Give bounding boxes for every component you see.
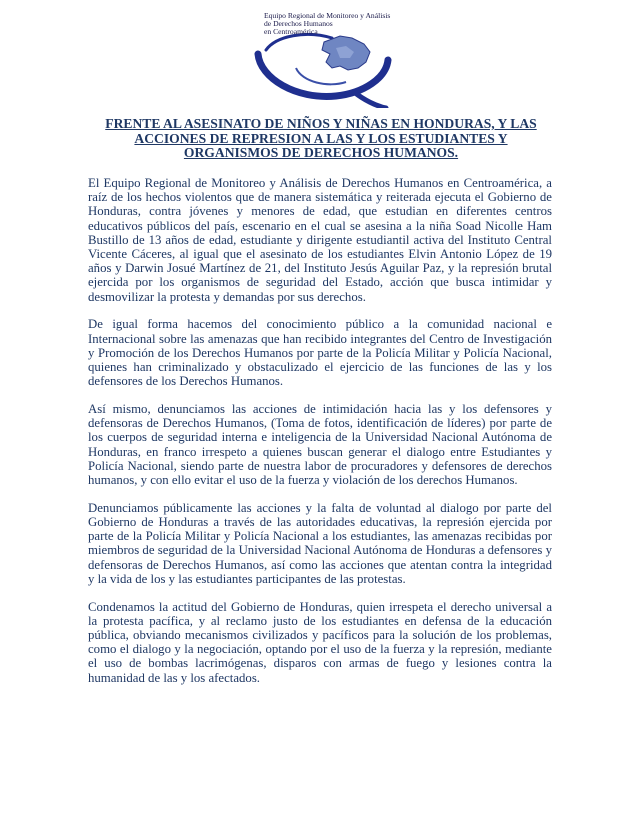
logo-text-line: Equipo Regional de Monitoreo y Análisis [264, 11, 391, 20]
document-body [88, 176, 552, 698]
organization-logo [236, 8, 436, 108]
title-line: FRENTE AL ASESINATO DE NIÑOS Y NIÑAS EN HONDURAS, Y LAS [105, 116, 537, 131]
title-line: ORGANISMOS DE DERECHOS HUMANOS. [183, 145, 459, 160]
logo-text-line: en Centroamérica [264, 27, 318, 36]
paragraph: Condenamos la actitud del Gobierno de Honduras, quien irrespeta el derecho universal a la protesta pacífica, y al reclamo justo de los estudiantes en defensa de la educación pública, obviando mecanismos civilizados y pacíficos para la solución de los problemas, como el dialogo y la negociación, optando por el uso de la fuerza y la represión, mediante el uso de bombas lacrimógenas, disparos con armas de fuego y lesiones contra la humanidad de las y los afectados. [88, 599, 552, 685]
title-line: ACCIONES DE REPRESION A LAS Y LOS ESTUDIANTES Y [134, 130, 508, 146]
paragraph: Denunciamos públicamente las acciones y la falta de voluntad al dialogo por parte del Gobierno de Honduras a través de las autoridades educativas, la represión ejercida por parte de la Policía Militar y Policía Nacional a los estudiantes, las amenazas recibidas por miembros de seguridad de la Universidad Nacional Autónoma de Honduras a defensores y defensoras de Derechos Humanos, así como las acciones que atentan contra la integridad y la vida de los y las estudiantes participantes de las protestas. [88, 500, 552, 586]
logo-text [264, 12, 390, 36]
paragraph: El Equipo Regional de Monitoreo y Análisis de Derechos Humanos en Centroamérica, a raíz de los hechos violentos que de manera sistemática y reiterada ejecuta el Gobierno de Honduras, contra jóvenes y menores de edad, que estudian en diferentes centros educativos públicos del país, escenario en el cual se asesina a la niña Soad Nicolle Ham Bustillo de 13 años de edad, estudiante y dirigente estudiantil activa del Instituto Central Vicente Cáceres, al igual que el asesinato de los estudiantes Elvin Antonio López de 19 años y Darwin Josué Martínez de 21, del Instituto Jesús Aguilar Paz, y la represión brutal ejercida por los organismos de seguridad del Estado, acción que busca intimidar y desmovilizar la protesta y demandas por sus derechos. [88, 176, 552, 304]
paragraph: De igual forma hacemos del conocimiento público a la comunidad nacional e Internacional sobre las amenazas que han recibido integrantes del Centro de Investigación y Promoción de los Derechos Humanos por parte de la Policía Militar y Policía Nacional, quienes han criminalizado y obstaculizado el ejercicio de las funciones de las y los defensores de los Derechos Humanos. [88, 317, 552, 389]
document-title [60, 117, 582, 161]
paragraph: Así mismo, denunciamos las acciones de intimidación hacia las y los defensores y defensoras de Derechos Humanos, (Toma de fotos, identificación de líderes) por parte de los cuerpos de seguridad interna e inteligencia de la Universidad Nacional Autónoma de Honduras, en franco irrespeto a quienes buscan generar el dialogo entre Estudiantes y Policía Nacional, siendo parte de nuestra labor de procuradores y defensores de derechos humanos, y con ello evitar el uso de la fuerza y violación de los derechos Humanos. [88, 402, 552, 488]
logo-text-line: de Derechos Humanos [264, 19, 333, 28]
